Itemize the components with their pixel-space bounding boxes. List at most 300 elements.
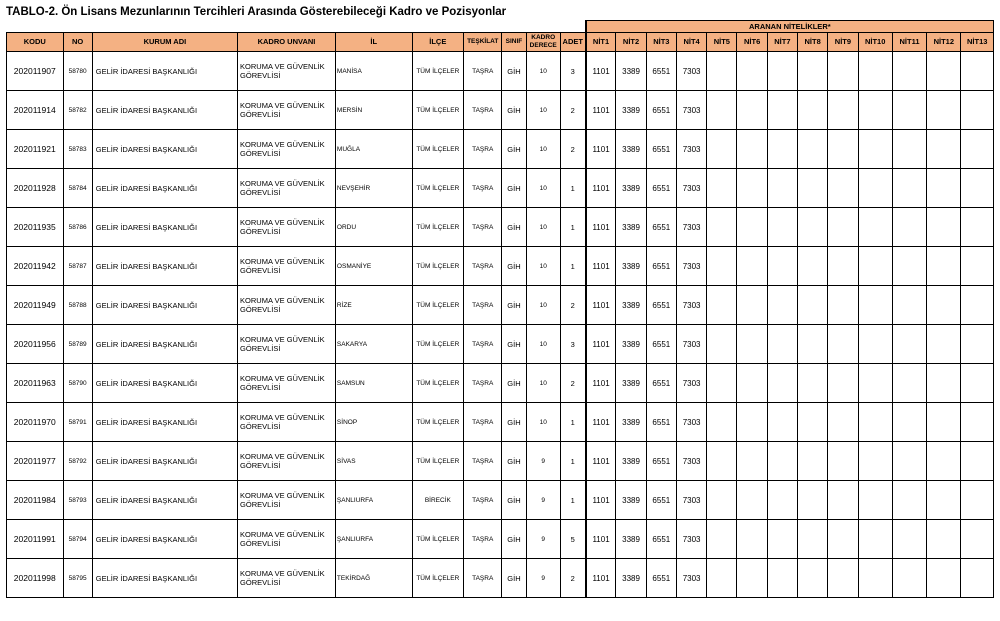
cell-adet: 2: [560, 91, 585, 130]
col-derece: KADRO DERECE: [526, 33, 560, 52]
cell-nit8: [798, 286, 828, 325]
cell-nit11: [892, 247, 926, 286]
cell-nit2: 3389: [616, 481, 646, 520]
cell-derece: 10: [526, 403, 560, 442]
cell-nit9: [828, 91, 858, 130]
cell-nit12: [927, 364, 961, 403]
table-row: [7, 520, 994, 559]
cell-nit8: [798, 52, 828, 91]
cell-sinif: GİH: [502, 559, 526, 598]
cell-adet: 5: [560, 520, 585, 559]
required-qualifications-header: ARANAN NİTELİKLER*: [586, 21, 994, 33]
positions-table: [6, 20, 994, 598]
table-row: [7, 481, 994, 520]
cell-sinif: GİH: [502, 169, 526, 208]
col-kadro: KADRO UNVANI: [238, 33, 336, 52]
cell-teskilat: TAŞRA: [464, 247, 502, 286]
col-adet: ADET: [560, 33, 585, 52]
cell-nit11: [892, 520, 926, 559]
cell-derece: 10: [526, 169, 560, 208]
cell-kurum: GELİR İDARESİ BAŞKANLIĞI: [92, 481, 237, 520]
cell-teskilat: TAŞRA: [464, 520, 502, 559]
cell-sinif: GİH: [502, 481, 526, 520]
col-nit13: NİT13: [961, 33, 994, 52]
cell-nit3: 6551: [646, 169, 676, 208]
cell-nit11: [892, 364, 926, 403]
cell-nit3: 6551: [646, 520, 676, 559]
cell-kodu: 202011984: [7, 481, 64, 520]
cell-nit7: [767, 403, 797, 442]
cell-nit9: [828, 325, 858, 364]
col-nit6: NİT6: [737, 33, 767, 52]
cell-kurum: GELİR İDARESİ BAŞKANLIĞI: [92, 442, 237, 481]
cell-kadro: KORUMA VE GÜVENLİK GÖREVLİSİ: [238, 247, 336, 286]
cell-sinif: GİH: [502, 52, 526, 91]
cell-nit2: 3389: [616, 364, 646, 403]
cell-nit1: 1101: [586, 442, 616, 481]
cell-derece: 10: [526, 91, 560, 130]
cell-nit10: [858, 481, 892, 520]
cell-ilce: TÜM İLÇELER: [412, 52, 463, 91]
cell-ilce: TÜM İLÇELER: [412, 325, 463, 364]
cell-adet: 1: [560, 442, 585, 481]
col-nit4: NİT4: [676, 33, 706, 52]
cell-nit3: 6551: [646, 403, 676, 442]
cell-nit7: [767, 52, 797, 91]
cell-nit6: [737, 247, 767, 286]
cell-ilce: TÜM İLÇELER: [412, 559, 463, 598]
cell-il: TEKİRDAĞ: [335, 559, 412, 598]
cell-no: 58787: [63, 247, 92, 286]
cell-nit9: [828, 130, 858, 169]
cell-nit4: 7303: [676, 559, 706, 598]
cell-kurum: GELİR İDARESİ BAŞKANLIĞI: [92, 325, 237, 364]
cell-kurum: GELİR İDARESİ BAŞKANLIĞI: [92, 247, 237, 286]
cell-nit9: [828, 442, 858, 481]
cell-kadro: KORUMA VE GÜVENLİK GÖREVLİSİ: [238, 208, 336, 247]
cell-sinif: GİH: [502, 325, 526, 364]
cell-nit6: [737, 91, 767, 130]
cell-nit10: [858, 559, 892, 598]
cell-nit2: 3389: [616, 52, 646, 91]
cell-kadro: KORUMA VE GÜVENLİK GÖREVLİSİ: [238, 559, 336, 598]
cell-kadro: KORUMA VE GÜVENLİK GÖREVLİSİ: [238, 325, 336, 364]
cell-kurum: GELİR İDARESİ BAŞKANLIĞI: [92, 169, 237, 208]
cell-nit4: 7303: [676, 208, 706, 247]
cell-nit6: [737, 442, 767, 481]
cell-derece: 10: [526, 286, 560, 325]
cell-nit1: 1101: [586, 208, 616, 247]
col-kurum: KURUM ADI: [92, 33, 237, 52]
cell-nit4: 7303: [676, 520, 706, 559]
cell-nit12: [927, 403, 961, 442]
cell-nit3: 6551: [646, 130, 676, 169]
cell-il: SAKARYA: [335, 325, 412, 364]
cell-il: MERSİN: [335, 91, 412, 130]
cell-nit1: 1101: [586, 52, 616, 91]
cell-nit6: [737, 403, 767, 442]
cell-nit7: [767, 208, 797, 247]
cell-no: 58780: [63, 52, 92, 91]
cell-nit10: [858, 130, 892, 169]
cell-kadro: KORUMA VE GÜVENLİK GÖREVLİSİ: [238, 364, 336, 403]
cell-teskilat: TAŞRA: [464, 208, 502, 247]
cell-nit8: [798, 169, 828, 208]
cell-nit10: [858, 286, 892, 325]
cell-nit10: [858, 325, 892, 364]
cell-kurum: GELİR İDARESİ BAŞKANLIĞI: [92, 52, 237, 91]
cell-nit2: 3389: [616, 442, 646, 481]
page-title: TABLO-2. Ön Lisans Mezunlarının Tercihleri Arasında Gösterebileceği Kadro ve Pozisyonlar: [6, 6, 507, 18]
cell-ilce: TÜM İLÇELER: [412, 403, 463, 442]
cell-nit5: [707, 169, 737, 208]
cell-derece: 9: [526, 481, 560, 520]
cell-nit6: [737, 286, 767, 325]
cell-sinif: GİH: [502, 442, 526, 481]
cell-sinif: GİH: [502, 520, 526, 559]
cell-nit4: 7303: [676, 481, 706, 520]
cell-nit9: [828, 247, 858, 286]
cell-sinif: GİH: [502, 364, 526, 403]
cell-nit1: 1101: [586, 559, 616, 598]
cell-kurum: GELİR İDARESİ BAŞKANLIĞI: [92, 364, 237, 403]
cell-nit2: 3389: [616, 91, 646, 130]
cell-nit13: [961, 208, 994, 247]
cell-il: MANİSA: [335, 52, 412, 91]
cell-kodu: 202011921: [7, 130, 64, 169]
cell-nit6: [737, 559, 767, 598]
cell-nit7: [767, 364, 797, 403]
cell-nit1: 1101: [586, 130, 616, 169]
cell-sinif: GİH: [502, 91, 526, 130]
cell-nit12: [927, 325, 961, 364]
cell-il: SİNOP: [335, 403, 412, 442]
cell-nit6: [737, 52, 767, 91]
cell-nit10: [858, 403, 892, 442]
cell-il: ŞANLIURFA: [335, 520, 412, 559]
cell-nit2: 3389: [616, 559, 646, 598]
cell-no: 58795: [63, 559, 92, 598]
cell-kurum: GELİR İDARESİ BAŞKANLIĞI: [92, 208, 237, 247]
cell-ilce: TÜM İLÇELER: [412, 442, 463, 481]
cell-nit9: [828, 286, 858, 325]
cell-derece: 10: [526, 247, 560, 286]
cell-nit7: [767, 442, 797, 481]
cell-nit4: 7303: [676, 169, 706, 208]
cell-kurum: GELİR İDARESİ BAŞKANLIĞI: [92, 286, 237, 325]
cell-nit7: [767, 247, 797, 286]
cell-nit11: [892, 208, 926, 247]
cell-nit10: [858, 208, 892, 247]
group-header-blank: [7, 21, 586, 33]
cell-il: SAMSUN: [335, 364, 412, 403]
cell-nit2: 3389: [616, 208, 646, 247]
col-nit3: NİT3: [646, 33, 676, 52]
cell-nit8: [798, 442, 828, 481]
cell-no: 58788: [63, 286, 92, 325]
cell-nit8: [798, 364, 828, 403]
col-nit1: NİT1: [586, 33, 616, 52]
cell-nit8: [798, 403, 828, 442]
cell-nit8: [798, 130, 828, 169]
cell-kurum: GELİR İDARESİ BAŞKANLIĞI: [92, 91, 237, 130]
cell-derece: 10: [526, 52, 560, 91]
cell-nit5: [707, 208, 737, 247]
cell-nit11: [892, 52, 926, 91]
cell-nit5: [707, 52, 737, 91]
col-nit8: NİT8: [798, 33, 828, 52]
cell-no: 58792: [63, 442, 92, 481]
col-nit11: NİT11: [892, 33, 926, 52]
col-nit2: NİT2: [616, 33, 646, 52]
cell-nit1: 1101: [586, 364, 616, 403]
cell-nit5: [707, 442, 737, 481]
cell-nit4: 7303: [676, 91, 706, 130]
cell-kadro: KORUMA VE GÜVENLİK GÖREVLİSİ: [238, 481, 336, 520]
cell-kodu: 202011914: [7, 91, 64, 130]
cell-ilce: TÜM İLÇELER: [412, 247, 463, 286]
cell-nit3: 6551: [646, 481, 676, 520]
cell-nit13: [961, 91, 994, 130]
cell-nit9: [828, 364, 858, 403]
cell-nit2: 3389: [616, 169, 646, 208]
cell-nit10: [858, 442, 892, 481]
cell-nit13: [961, 247, 994, 286]
cell-nit2: 3389: [616, 130, 646, 169]
cell-teskilat: TAŞRA: [464, 481, 502, 520]
cell-nit5: [707, 364, 737, 403]
cell-nit6: [737, 481, 767, 520]
cell-nit12: [927, 520, 961, 559]
cell-sinif: GİH: [502, 130, 526, 169]
cell-nit8: [798, 481, 828, 520]
cell-nit1: 1101: [586, 520, 616, 559]
cell-nit13: [961, 481, 994, 520]
cell-nit6: [737, 520, 767, 559]
cell-nit10: [858, 520, 892, 559]
cell-il: SİVAS: [335, 442, 412, 481]
cell-nit11: [892, 325, 926, 364]
cell-no: 58782: [63, 91, 92, 130]
col-no: NO: [63, 33, 92, 52]
cell-kadro: KORUMA VE GÜVENLİK GÖREVLİSİ: [238, 403, 336, 442]
cell-nit3: 6551: [646, 325, 676, 364]
cell-kadro: KORUMA VE GÜVENLİK GÖREVLİSİ: [238, 520, 336, 559]
cell-nit6: [737, 130, 767, 169]
cell-derece: 10: [526, 208, 560, 247]
cell-nit7: [767, 130, 797, 169]
cell-nit11: [892, 559, 926, 598]
cell-teskilat: TAŞRA: [464, 91, 502, 130]
cell-nit9: [828, 208, 858, 247]
col-teskilat: TEŞKİLAT: [464, 33, 502, 52]
cell-nit8: [798, 208, 828, 247]
cell-teskilat: TAŞRA: [464, 559, 502, 598]
cell-nit1: 1101: [586, 403, 616, 442]
cell-nit6: [737, 364, 767, 403]
cell-nit3: 6551: [646, 247, 676, 286]
cell-nit2: 3389: [616, 286, 646, 325]
cell-nit11: [892, 481, 926, 520]
cell-nit12: [927, 208, 961, 247]
cell-ilce: TÜM İLÇELER: [412, 286, 463, 325]
cell-adet: 1: [560, 169, 585, 208]
table-body: [7, 52, 994, 598]
cell-nit12: [927, 286, 961, 325]
cell-teskilat: TAŞRA: [464, 325, 502, 364]
cell-nit1: 1101: [586, 169, 616, 208]
cell-nit5: [707, 325, 737, 364]
cell-nit10: [858, 169, 892, 208]
cell-nit13: [961, 520, 994, 559]
cell-derece: 10: [526, 364, 560, 403]
cell-kodu: 202011942: [7, 247, 64, 286]
cell-derece: 9: [526, 559, 560, 598]
cell-derece: 10: [526, 325, 560, 364]
cell-nit11: [892, 169, 926, 208]
cell-nit10: [858, 364, 892, 403]
cell-il: RİZE: [335, 286, 412, 325]
cell-kurum: GELİR İDARESİ BAŞKANLIĞI: [92, 403, 237, 442]
cell-il: ORDU: [335, 208, 412, 247]
cell-kurum: GELİR İDARESİ BAŞKANLIĞI: [92, 130, 237, 169]
cell-adet: 2: [560, 364, 585, 403]
cell-nit8: [798, 559, 828, 598]
cell-kodu: 202011991: [7, 520, 64, 559]
cell-nit12: [927, 442, 961, 481]
cell-kodu: 202011935: [7, 208, 64, 247]
cell-kodu: 202011977: [7, 442, 64, 481]
cell-sinif: GİH: [502, 403, 526, 442]
cell-nit2: 3389: [616, 520, 646, 559]
cell-nit10: [858, 52, 892, 91]
cell-teskilat: TAŞRA: [464, 130, 502, 169]
cell-nit5: [707, 403, 737, 442]
cell-il: ŞANLIURFA: [335, 481, 412, 520]
cell-nit1: 1101: [586, 247, 616, 286]
cell-no: 58789: [63, 325, 92, 364]
cell-nit13: [961, 130, 994, 169]
cell-nit4: 7303: [676, 325, 706, 364]
cell-no: 58786: [63, 208, 92, 247]
cell-kadro: KORUMA VE GÜVENLİK GÖREVLİSİ: [238, 169, 336, 208]
cell-teskilat: TAŞRA: [464, 286, 502, 325]
cell-nit13: [961, 403, 994, 442]
cell-nit12: [927, 247, 961, 286]
cell-no: 58790: [63, 364, 92, 403]
cell-nit5: [707, 247, 737, 286]
cell-nit9: [828, 52, 858, 91]
cell-kodu: 202011949: [7, 286, 64, 325]
cell-nit11: [892, 403, 926, 442]
cell-no: 58791: [63, 403, 92, 442]
cell-kodu: 202011907: [7, 52, 64, 91]
col-nit12: NİT12: [927, 33, 961, 52]
table-row: [7, 364, 994, 403]
col-ilce: İLÇE: [412, 33, 463, 52]
cell-nit2: 3389: [616, 403, 646, 442]
cell-kadro: KORUMA VE GÜVENLİK GÖREVLİSİ: [238, 91, 336, 130]
cell-nit12: [927, 52, 961, 91]
cell-nit11: [892, 130, 926, 169]
col-sinif: SINIF: [502, 33, 526, 52]
cell-teskilat: TAŞRA: [464, 442, 502, 481]
cell-nit9: [828, 169, 858, 208]
cell-kurum: GELİR İDARESİ BAŞKANLIĞI: [92, 520, 237, 559]
cell-sinif: GİH: [502, 247, 526, 286]
cell-nit12: [927, 91, 961, 130]
cell-nit8: [798, 325, 828, 364]
cell-nit6: [737, 208, 767, 247]
cell-no: 58784: [63, 169, 92, 208]
col-nit7: NİT7: [767, 33, 797, 52]
cell-adet: 3: [560, 325, 585, 364]
cell-nit7: [767, 559, 797, 598]
cell-nit8: [798, 247, 828, 286]
table-row: [7, 286, 994, 325]
cell-adet: 2: [560, 559, 585, 598]
cell-nit13: [961, 169, 994, 208]
cell-nit5: [707, 91, 737, 130]
cell-teskilat: TAŞRA: [464, 169, 502, 208]
cell-nit3: 6551: [646, 52, 676, 91]
table-row: [7, 247, 994, 286]
cell-nit5: [707, 286, 737, 325]
cell-adet: 3: [560, 52, 585, 91]
cell-nit1: 1101: [586, 286, 616, 325]
cell-no: 58794: [63, 520, 92, 559]
cell-nit6: [737, 325, 767, 364]
cell-kadro: KORUMA VE GÜVENLİK GÖREVLİSİ: [238, 286, 336, 325]
cell-nit3: 6551: [646, 442, 676, 481]
cell-nit10: [858, 91, 892, 130]
cell-kurum: GELİR İDARESİ BAŞKANLIĞI: [92, 559, 237, 598]
cell-nit6: [737, 169, 767, 208]
cell-kadro: KORUMA VE GÜVENLİK GÖREVLİSİ: [238, 52, 336, 91]
cell-nit4: 7303: [676, 403, 706, 442]
cell-kadro: KORUMA VE GÜVENLİK GÖREVLİSİ: [238, 130, 336, 169]
table-row: [7, 325, 994, 364]
cell-derece: 9: [526, 442, 560, 481]
cell-teskilat: TAŞRA: [464, 364, 502, 403]
col-kodu: KODU: [7, 33, 64, 52]
cell-nit11: [892, 286, 926, 325]
cell-nit13: [961, 442, 994, 481]
table-row: [7, 442, 994, 481]
cell-kodu: 202011963: [7, 364, 64, 403]
cell-nit13: [961, 52, 994, 91]
cell-kodu: 202011928: [7, 169, 64, 208]
cell-nit9: [828, 520, 858, 559]
cell-nit12: [927, 559, 961, 598]
cell-nit3: 6551: [646, 559, 676, 598]
cell-no: 58783: [63, 130, 92, 169]
cell-teskilat: TAŞRA: [464, 52, 502, 91]
col-nit9: NİT9: [828, 33, 858, 52]
cell-teskilat: TAŞRA: [464, 403, 502, 442]
cell-nit7: [767, 520, 797, 559]
cell-ilce: TÜM İLÇELER: [412, 520, 463, 559]
cell-nit3: 6551: [646, 208, 676, 247]
cell-il: MUĞLA: [335, 130, 412, 169]
cell-ilce: TÜM İLÇELER: [412, 91, 463, 130]
table-row: [7, 559, 994, 598]
cell-no: 58793: [63, 481, 92, 520]
table-row: [7, 208, 994, 247]
cell-kadro: KORUMA VE GÜVENLİK GÖREVLİSİ: [238, 442, 336, 481]
cell-adet: 1: [560, 481, 585, 520]
cell-ilce: TÜM İLÇELER: [412, 169, 463, 208]
